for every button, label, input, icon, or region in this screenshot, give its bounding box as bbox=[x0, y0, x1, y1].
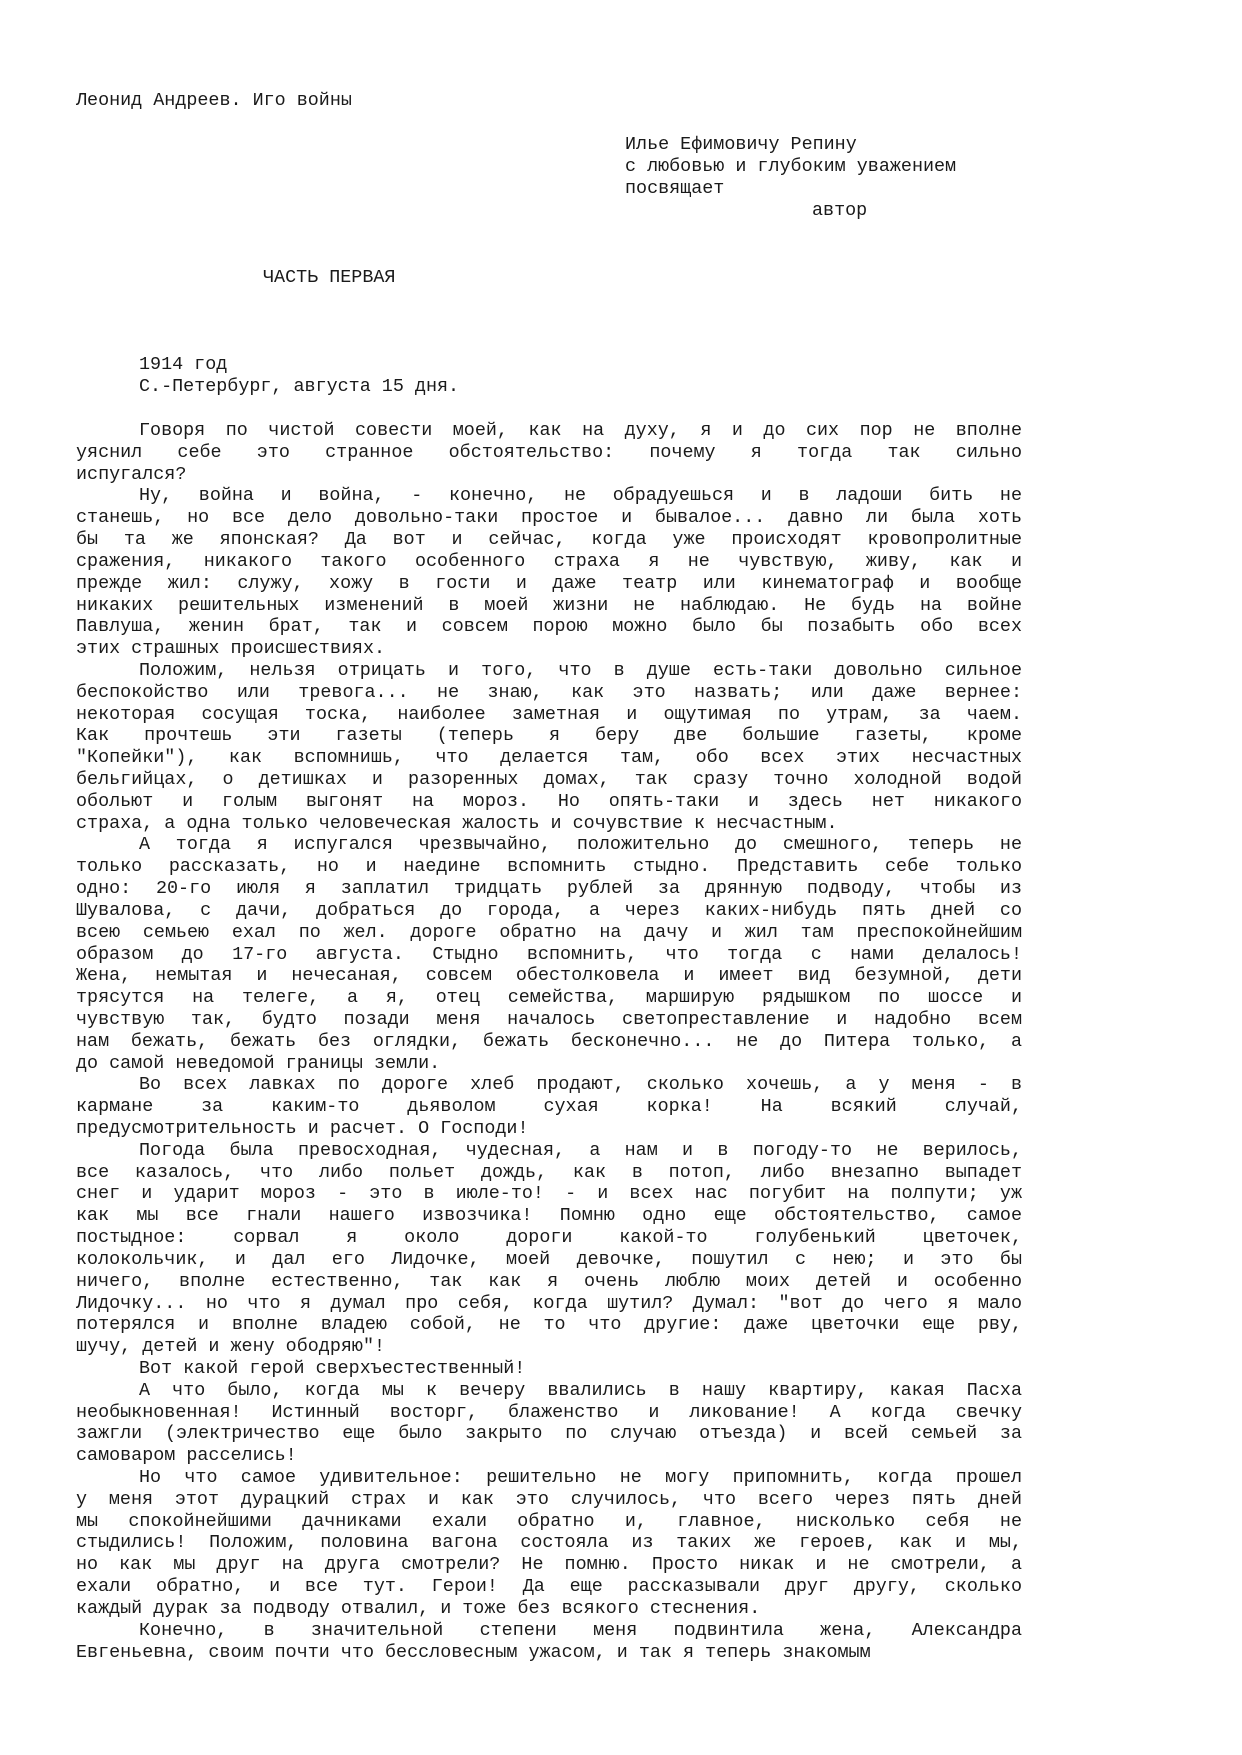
paragraph-line: некоторая сосущая тоска, наиболее заметная и ощутимая по утрам, за чаем. bbox=[76, 703, 1022, 725]
paragraph-line: сражения, никакого такого особенного страха я не чувствую, живу, как и bbox=[76, 550, 1022, 572]
paragraph-line: чувствую так, будто позади меня началось светопреставление и надобно всем bbox=[76, 1008, 1022, 1030]
paragraph-line: прежде жил: служу, хожу в гости и даже театр или кинематограф и вообще bbox=[76, 572, 1022, 594]
paragraph-line: станешь, но все дело довольно-таки простое и бывалое... давно ли была хоть bbox=[76, 507, 1022, 529]
paragraph-line: все казалось, что либо польет дождь, как в потоп, либо внезапно выпадет bbox=[76, 1161, 1022, 1183]
paragraph-line: Павлуша, женин брат, так и совсем порою можно было бы позабыть обо всех bbox=[76, 616, 1022, 638]
paragraph-line: трясутся на телеге, а я, отец семейства, марширую рядышком по шоссе и bbox=[76, 987, 1022, 1009]
paragraph-line: Шувалова, с дачи, добраться до города, а через каких-нибудь пять дней со bbox=[76, 899, 1022, 921]
paragraph-line: испугался? bbox=[76, 463, 187, 485]
paragraph-line: стыдились! Положим, половина вагона состояла из таких же героев, как и мы, bbox=[76, 1532, 1022, 1554]
paragraph-line: бельгийцах, о детишках и разоренных домах, так сразу точно холодной водой bbox=[76, 769, 1022, 790]
paragraph-line: этих страшных происшествиях. bbox=[76, 638, 386, 660]
paragraph-line: всею семьею ехал по жел. дороге обратно на дачу и жил там преспокойнейшим bbox=[76, 921, 1022, 943]
paragraph-line: колокольчик, и дал его Лидочке, моей девочке, пошутил с нею; и это бы bbox=[76, 1248, 1022, 1270]
paragraph bbox=[76, 660, 1022, 835]
entry-year: 1914 год bbox=[139, 354, 228, 375]
paragraph-line: мы спокойнейшими дачниками ехали обратно и, главное, нисколько себя не bbox=[76, 1510, 1022, 1532]
paragraph bbox=[76, 1380, 1022, 1467]
paragraph-line: Как прочтешь эти газеты (теперь я беру две большие газеты, кроме bbox=[76, 725, 1022, 747]
paragraph-line: Лидочку... но что я думал про себя, когда шутил? Думал: "вот до чего я мало bbox=[76, 1292, 1022, 1314]
paragraph-line: обольют и голым выгонят на мороз. Но опять-таки и здесь нет никакого bbox=[76, 790, 1022, 812]
paragraph bbox=[76, 1620, 1022, 1664]
paragraph-line: Евгеньевна, своим почти что бессловесным ужасом, и так я теперь знакомым bbox=[76, 1641, 871, 1663]
text-body bbox=[76, 420, 1022, 1663]
paragraph bbox=[76, 485, 1022, 660]
paragraph-line: постыдное: сорвал я около дороги какой-то голубенький цветочек, bbox=[76, 1227, 1022, 1249]
paragraph-line: бы та же японская? Да вот и сейчас, когда уже происходят кровопролитные bbox=[76, 529, 1022, 551]
paragraph-line: Погода была превосходная, чудесная, а нам и в погоду-то не верилось, bbox=[139, 1139, 1022, 1161]
paragraph-line: Положим, нельзя отрицать и того, что в душе есть-таки довольно сильное bbox=[139, 659, 1022, 681]
paragraph bbox=[76, 1074, 1022, 1139]
dedication-signature: автор bbox=[812, 200, 868, 221]
paragraph-line: необыкновенная! Истинный восторг, блаженство и ликование! А когда свечку bbox=[76, 1401, 1022, 1423]
paragraph-line: зажгли (электричество еще было закрыто по случаю отъезда) и всей семьей за bbox=[76, 1423, 1022, 1445]
dedication-line-3: посвящает bbox=[625, 178, 725, 199]
paragraph-line: Говоря по чистой совести моей, как на духу, я и до сих пор не вполне bbox=[139, 420, 1022, 441]
dedication-line-2: с любовью и глубоким уважением bbox=[625, 156, 957, 177]
paragraph-line: самоваром расселись! bbox=[76, 1445, 297, 1467]
paragraph-line: Вот какой герой сверхъестественный! bbox=[139, 1357, 526, 1379]
paragraph-line: Но что самое удивительное: решительно не могу припомнить, когда прошел bbox=[139, 1467, 1022, 1488]
paragraph-line: шучу, детей и жену ободряю"! bbox=[76, 1336, 386, 1358]
paragraph-line: снег и ударит мороз - это в июле-то! - и всех нас погубит на полпути; уж bbox=[76, 1183, 1022, 1205]
paragraph-line: каждый дурак за подводу отвалил, и тоже без всякого стеснения. bbox=[76, 1597, 761, 1619]
paragraph-line: Во всех лавках по дороге хлеб продают, сколько хочешь, а у меня - в bbox=[139, 1074, 1022, 1096]
paragraph-line: предусмотрительность и расчет. О Господи! bbox=[76, 1118, 529, 1139]
part-title: ЧАСТЬ ПЕРВАЯ bbox=[263, 267, 396, 288]
paragraph bbox=[76, 1467, 1022, 1620]
paragraph-line: только рассказать, но и наедине вспомнить стыдно. Представить себе только bbox=[76, 856, 1022, 878]
paragraph-line: "Копейки"), как вспомнишь, что делается там, обо всех этих несчастных bbox=[76, 747, 1022, 769]
paragraph-line: до самой неведомой границы земли. bbox=[76, 1052, 441, 1074]
dedication-line-1: Илье Ефимовичу Репину bbox=[625, 134, 857, 155]
paragraph-line: Конечно, в значительной степени меня подвинтила жена, Александра bbox=[139, 1619, 1022, 1641]
paragraph-line: потерялся и вполне владею собой, не то что другие: даже цветочки еще рву, bbox=[76, 1314, 1022, 1336]
paragraph-line: Жена, немытая и нечесаная, совсем обестолковела и имеет вид безумной, дети bbox=[76, 965, 1022, 987]
paragraph-line: одно: 20-го июля я заплатил тридцать рублей за дрянную подводу, чтобы из bbox=[76, 878, 1022, 900]
paragraph-line: как мы все гнали нашего извозчика! Помню одно еще обстоятельство, самое bbox=[76, 1205, 1022, 1227]
paragraph-line: Ну, война и война, - конечно, не обрадуешься и в ладоши бить не bbox=[139, 485, 1022, 507]
paragraph-line: образом до 17-го августа. Стыдно вспомнить, что тогда с нами делалось! bbox=[76, 943, 1022, 965]
paragraph bbox=[76, 834, 1022, 1074]
paragraph-line: уяснил себе это странное обстоятельство: почему я тогда так сильно bbox=[76, 441, 1022, 463]
author-title: Леонид Андреев. Иго войны bbox=[76, 90, 352, 111]
paragraph bbox=[76, 1358, 1022, 1380]
paragraph-line: ничего, вполне естественно, так как я очень люблю моих детей и особенно bbox=[76, 1270, 1022, 1292]
paragraph-line: но как мы друг на друга смотрели? Не помню. Просто никак и не смотрели, а bbox=[76, 1554, 1022, 1576]
paragraph bbox=[76, 1140, 1022, 1358]
paragraph-line: страха, а одна только человеческая жалость и сочувствие к несчастным. bbox=[76, 812, 838, 834]
paragraph-line: никаких решительных изменений в моей жизни не наблюдаю. Не будь на войне bbox=[76, 594, 1022, 616]
paragraph-line: А тогда я испугался чрезвычайно, положительно до смешного, теперь не bbox=[139, 834, 1022, 856]
paragraph-line: беспокойство или тревога... не знаю, как это назвать; или даже вернее: bbox=[76, 681, 1022, 703]
paragraph bbox=[76, 420, 1022, 485]
entry-place-date: С.-Петербург, августа 15 дня. bbox=[139, 376, 460, 397]
paragraph-line: А что было, когда мы к вечеру ввалились в нашу квартиру, какая Пасха bbox=[139, 1379, 1022, 1401]
paragraph-line: ехали обратно, и все тут. Герои! Да еще рассказывали друг другу, сколько bbox=[76, 1576, 1022, 1598]
paragraph-line: нам бежать, бежать без оглядки, бежать бесконечно... не до Питера только, а bbox=[76, 1030, 1022, 1052]
paragraph-line: у меня этот дурацкий страх и как это случилось, что всего через пять дней bbox=[76, 1488, 1022, 1510]
paragraph-line: кармане за каким-то дьяволом сухая корка! На всякий случай, bbox=[76, 1096, 1022, 1118]
